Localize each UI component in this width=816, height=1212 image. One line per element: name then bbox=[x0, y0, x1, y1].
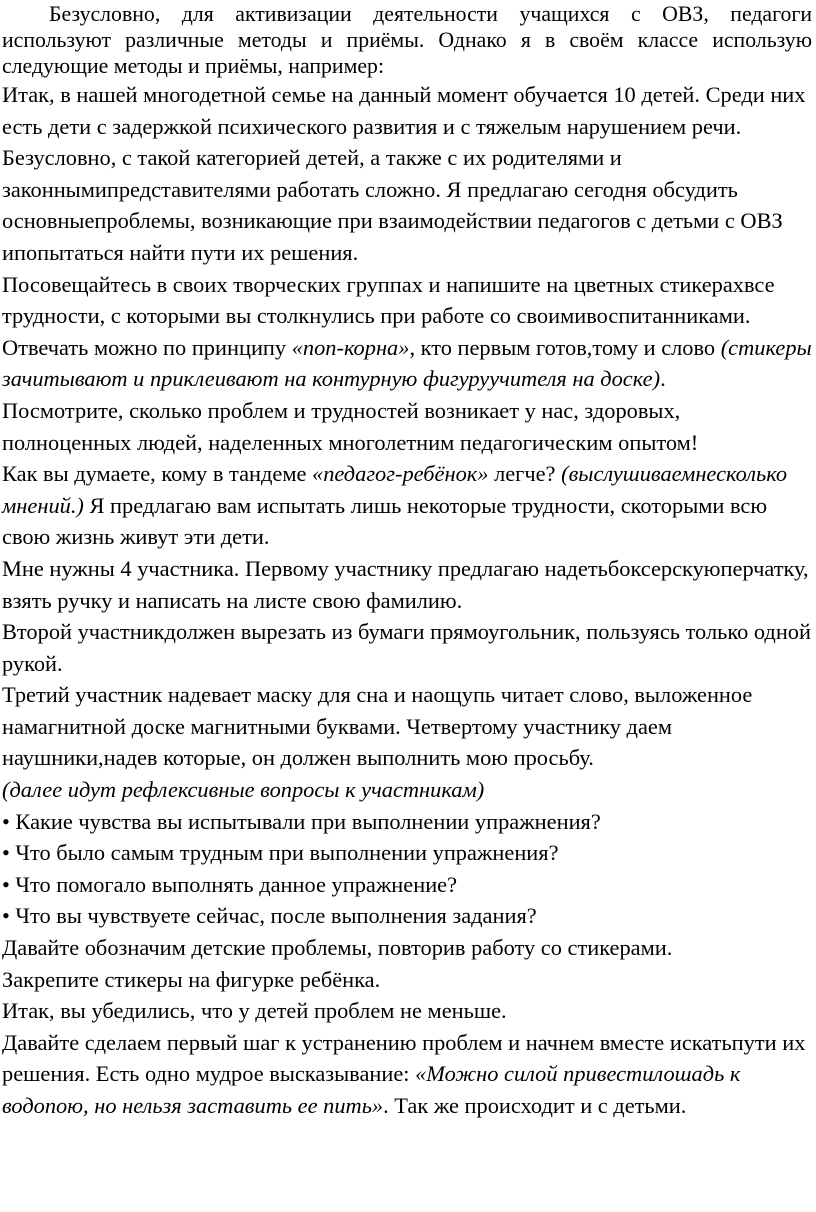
paragraph-groups bbox=[2, 269, 812, 395]
paragraph-second: Второй участникдолжен вырезать из бумаги прямоугольник, пользуясь только одной рукой. bbox=[2, 619, 811, 676]
paragraph-fix: Закрепите стикеры на фигурке ребёнка. bbox=[2, 966, 381, 992]
paragraph-family: Итак, в нашей многодетной семье на данный момент обучается 10 детей. Среди них есть дети с задержкой психического развития и с тяжелым нарушением речи. bbox=[2, 82, 806, 139]
text-run: , кто первым готов,тому и слово bbox=[409, 334, 721, 360]
text-run: . bbox=[660, 366, 666, 392]
italic-text-run: (выслушиваемнесколько мнений.) bbox=[2, 461, 788, 518]
list-item-question: • Что вы чувствуете сейчас, после выполнения задания? bbox=[2, 903, 537, 929]
text-run: Я предлагаю вам испытать лишь некоторые трудности, скоторыми всю свою жизнь живут эти дети. bbox=[2, 492, 768, 550]
paragraph-third: Третий участник надевает маску для сна и наощупь читает слово, выложенное намагнитной доске магнитными буквами. Четвертому участнику даем наушники,надев которые, он должен выполнить мою просьбу. bbox=[2, 682, 753, 771]
text-run: . Так же происходит и с детьми. bbox=[383, 1093, 687, 1118]
text-run: Давайте сделаем первый шаг к устранению проблем и начнем вместе искатьпути их решения. Есть одно мудрое высказывание: bbox=[2, 1029, 806, 1087]
text-run: легче? bbox=[488, 461, 562, 487]
italic-text-run: «педагог-ребёнок» bbox=[312, 461, 489, 487]
list-item-question: • Что помогало выполнять данное упражнение? bbox=[2, 871, 458, 897]
paragraph-reflexive-note: (далее идут рефлексивные вопросы к участникам) bbox=[2, 777, 485, 803]
paragraph-look: Посмотрите, сколько проблем и трудностей возникает у нас, здоровых, полноценных людей, наделенных многолетним педагогическим опытом! bbox=[2, 397, 699, 455]
paragraph-discuss: Безусловно, с такой категорией детей, а также с их родителями и законнымипредставителями работать сложно. Я предлагаю сегодня обсудить основныепроблемы, возникающие при взаимодействии педагогов с детьми с ОВЗ ипопытаться найти пути их решения. bbox=[2, 145, 783, 265]
paragraph-intro: Безусловно, для активизации деятельности учащихся с ОВЗ, педагоги используют различные методы и приёмы. Однако я в своём классе использую следующие методы и приёмы, например: bbox=[2, 2, 812, 78]
italic-text-run: «поп-корна» bbox=[291, 334, 410, 360]
text-run: Посовещайтесь в своих творческих группах и напишите на цветных стикерахвсе трудности, с которыми вы столкнулись при работе со своимивоспитанниками. Отвечать можно по принципу bbox=[2, 271, 775, 360]
text-run: Как вы думаете, кому в тандеме bbox=[2, 461, 313, 487]
paragraph-tandem bbox=[2, 458, 812, 553]
italic-text-run: (стикеры зачитывают и приклеивают на контурную фигуруучителя на доске) bbox=[2, 334, 812, 392]
italic-quote: «Можно силой привестилошадь к водопою, но нельзя заставить ее пить» bbox=[2, 1061, 741, 1118]
paragraph-denote: Давайте обозначим детские проблемы, повторив работу со стикерами. bbox=[2, 935, 673, 961]
list-item-question: • Какие чувства вы испытывали при выполнении упражнения? bbox=[2, 808, 601, 834]
paragraph-convinced: Итак, вы убедились, что у детей проблем не меньше. bbox=[2, 998, 507, 1024]
paragraph-participants: Мне нужны 4 участника. Первому участнику предлагаю надетьбоксерскуюперчатку, взять ручку и написать на листе свою фамилию. bbox=[2, 555, 809, 613]
list-item-question: • Что было самым трудным при выполнении упражнения? bbox=[2, 840, 559, 866]
paragraph-first-step bbox=[2, 1027, 812, 1122]
